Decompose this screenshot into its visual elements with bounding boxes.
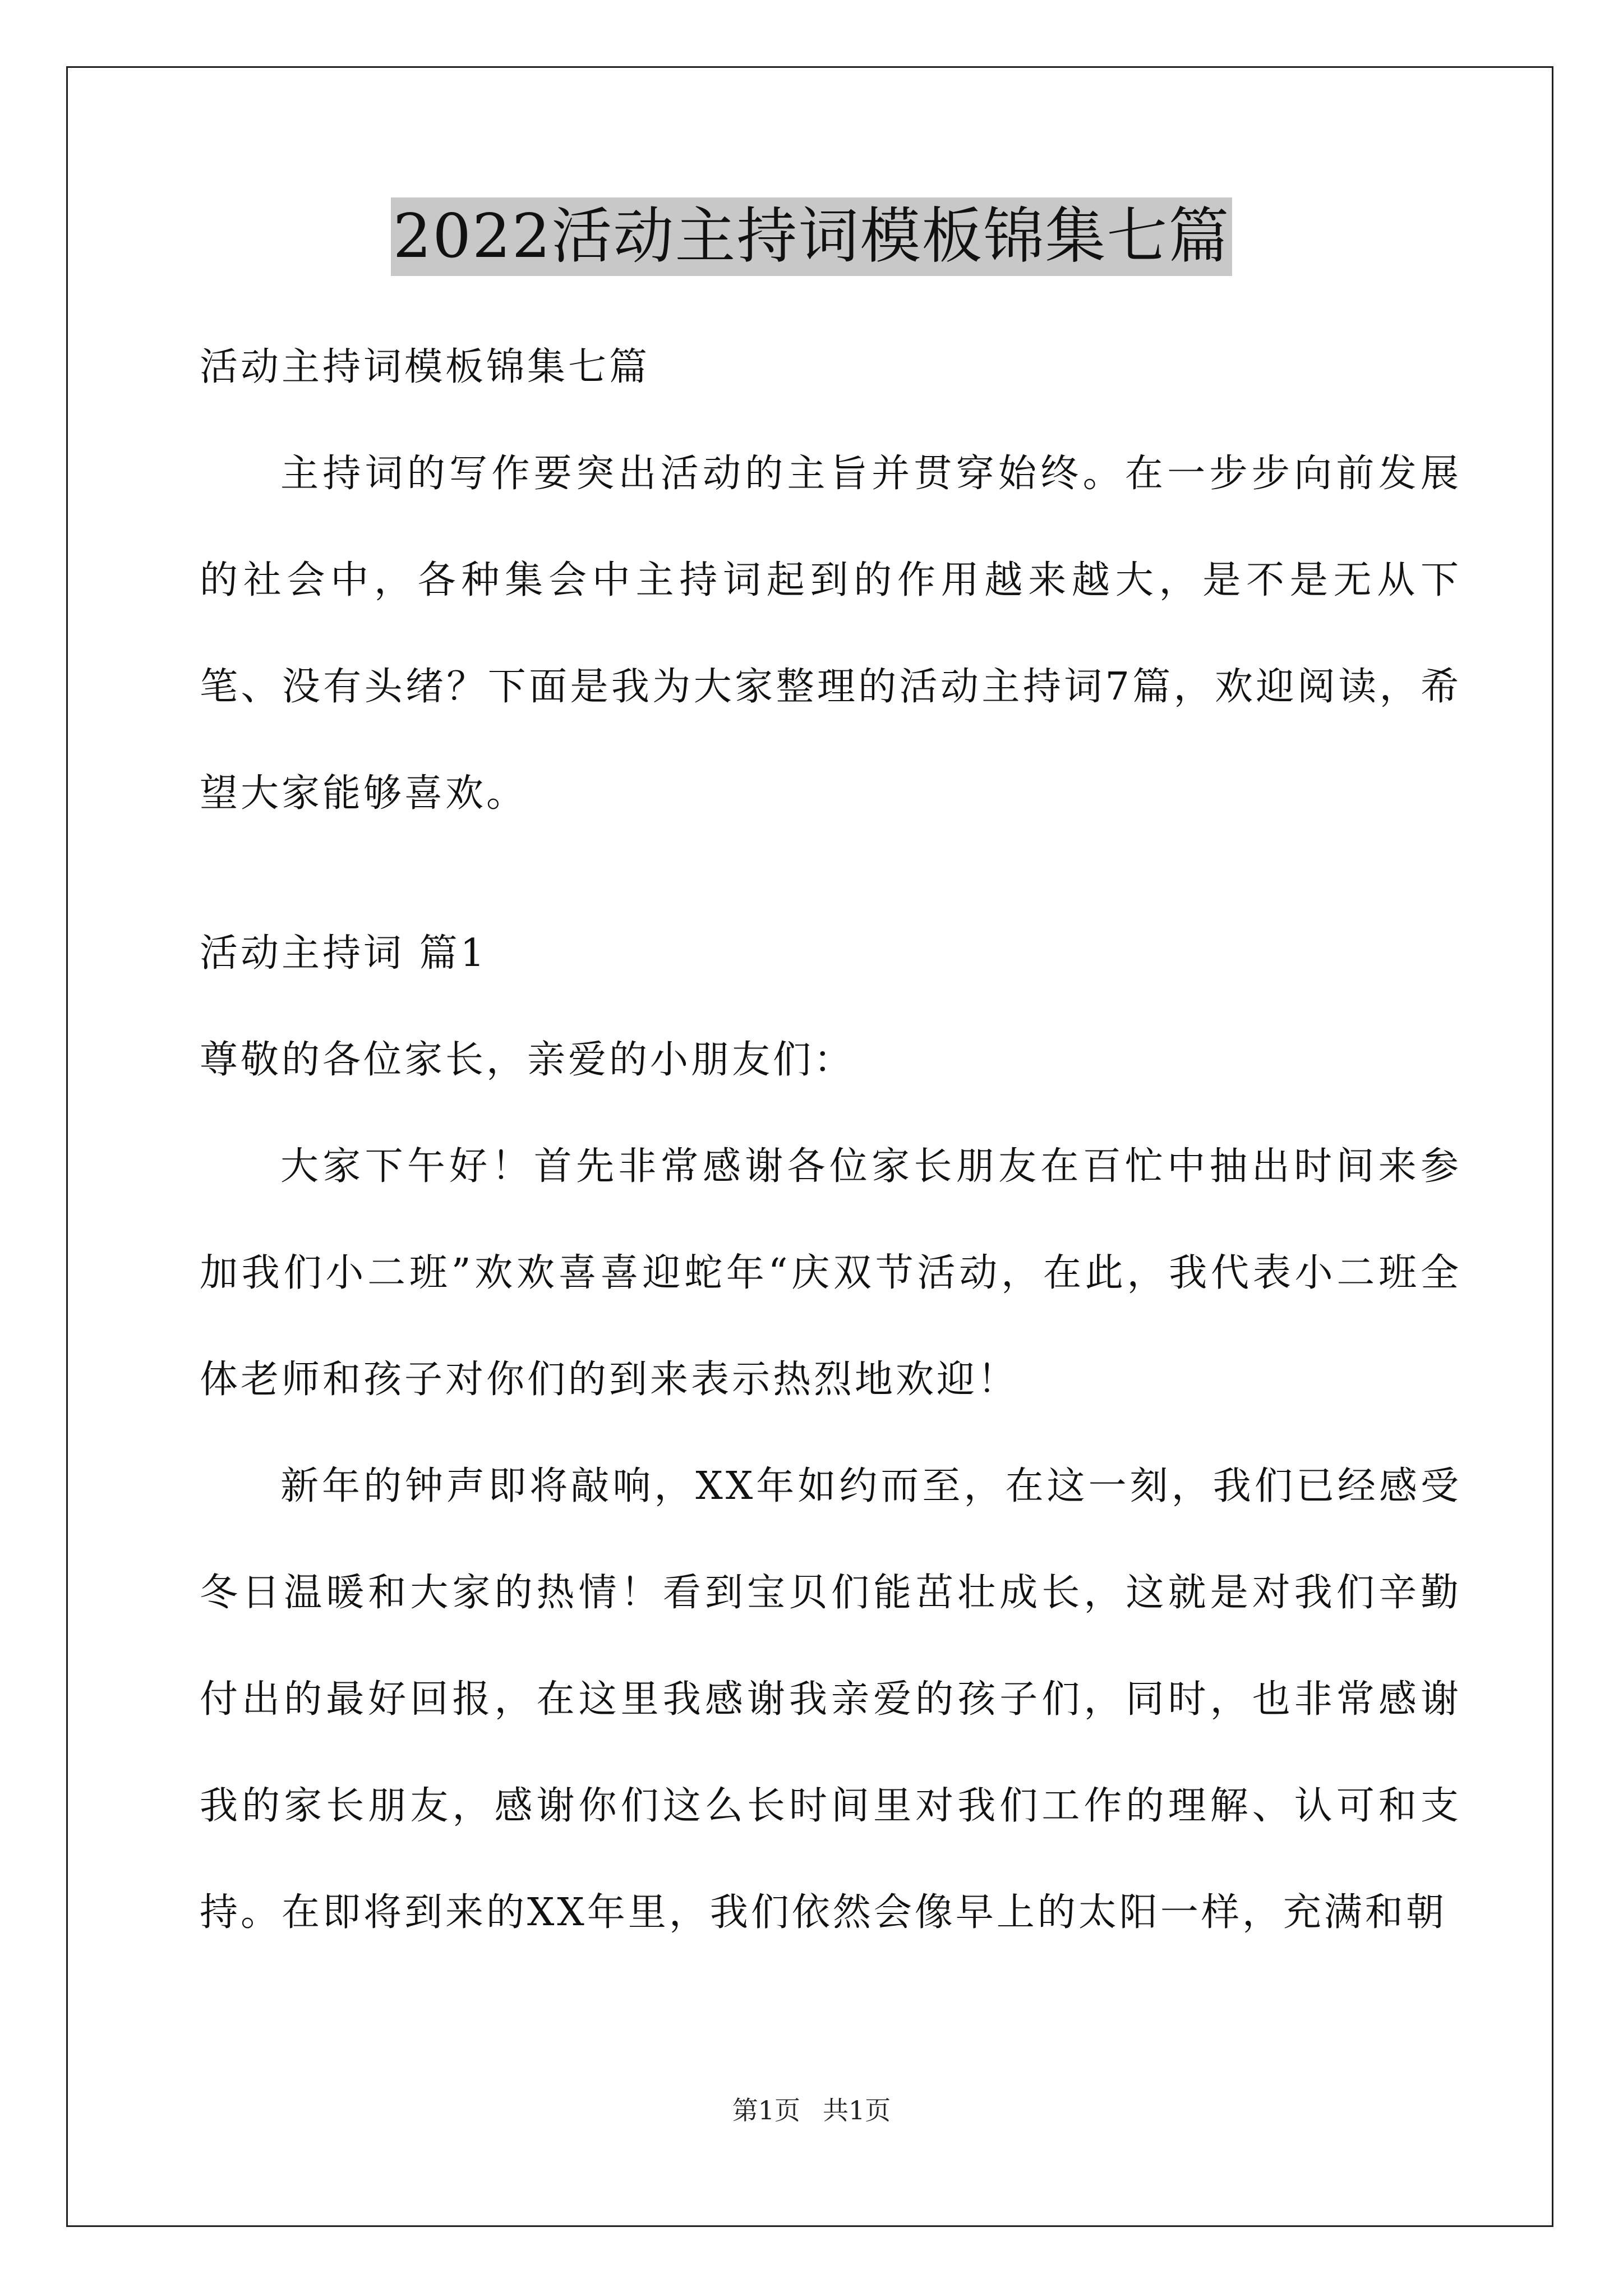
document-title: 2022活动主持词模板锦集七篇	[391, 197, 1233, 276]
document-body	[200, 314, 1461, 1966]
intro-paragraph: 主持词的写作要突出活动的主旨并贯穿始终。在一步步向前发展的社会中，各种集会中主持词起到的作用越来越大，是不是无从下笔、没有头绪？下面是我为大家整理的活动主持词7篇，欢迎阅读，希望大家能够喜欢。	[200, 452, 1461, 816]
page-number: 第1页	[732, 2095, 800, 2125]
salutation-paragraph: 尊敬的各位家长，亲爱的小朋友们：	[200, 1038, 855, 1082]
page-footer	[0, 2093, 1623, 2127]
section-heading: 活动主持词 篇1	[200, 931, 487, 976]
section-gap	[200, 847, 1461, 900]
title-container	[0, 197, 1623, 276]
page-total: 共1页	[823, 2095, 891, 2125]
body-paragraph: 大家下午好！首先非常感谢各位家长朋友在百忙中抽出时间来参加我们小二班”欢欢喜喜迎蛇年“庆双节活动，在此，我代表小二班全体老师和孩子对你们的到来表示热烈地欢迎！	[200, 1144, 1461, 1402]
body-paragraph: 新年的钟声即将敲响，XX年如约而至，在这一刻，我们已经感受冬日温暖和大家的热情！看到宝贝们能茁壮成长，这就是对我们辛勤付出的最好回报，在这里我感谢我亲爱的孩子们，同时，也非常感谢我的家长朋友，感谢你们这么长时间里对我们工作的理解、认可和支持。在即将到来的XX年里，我们依然会像早上的太阳一样，充满和朝	[200, 1464, 1461, 1935]
subtitle-paragraph: 活动主持词模板锦集七篇	[200, 345, 651, 389]
